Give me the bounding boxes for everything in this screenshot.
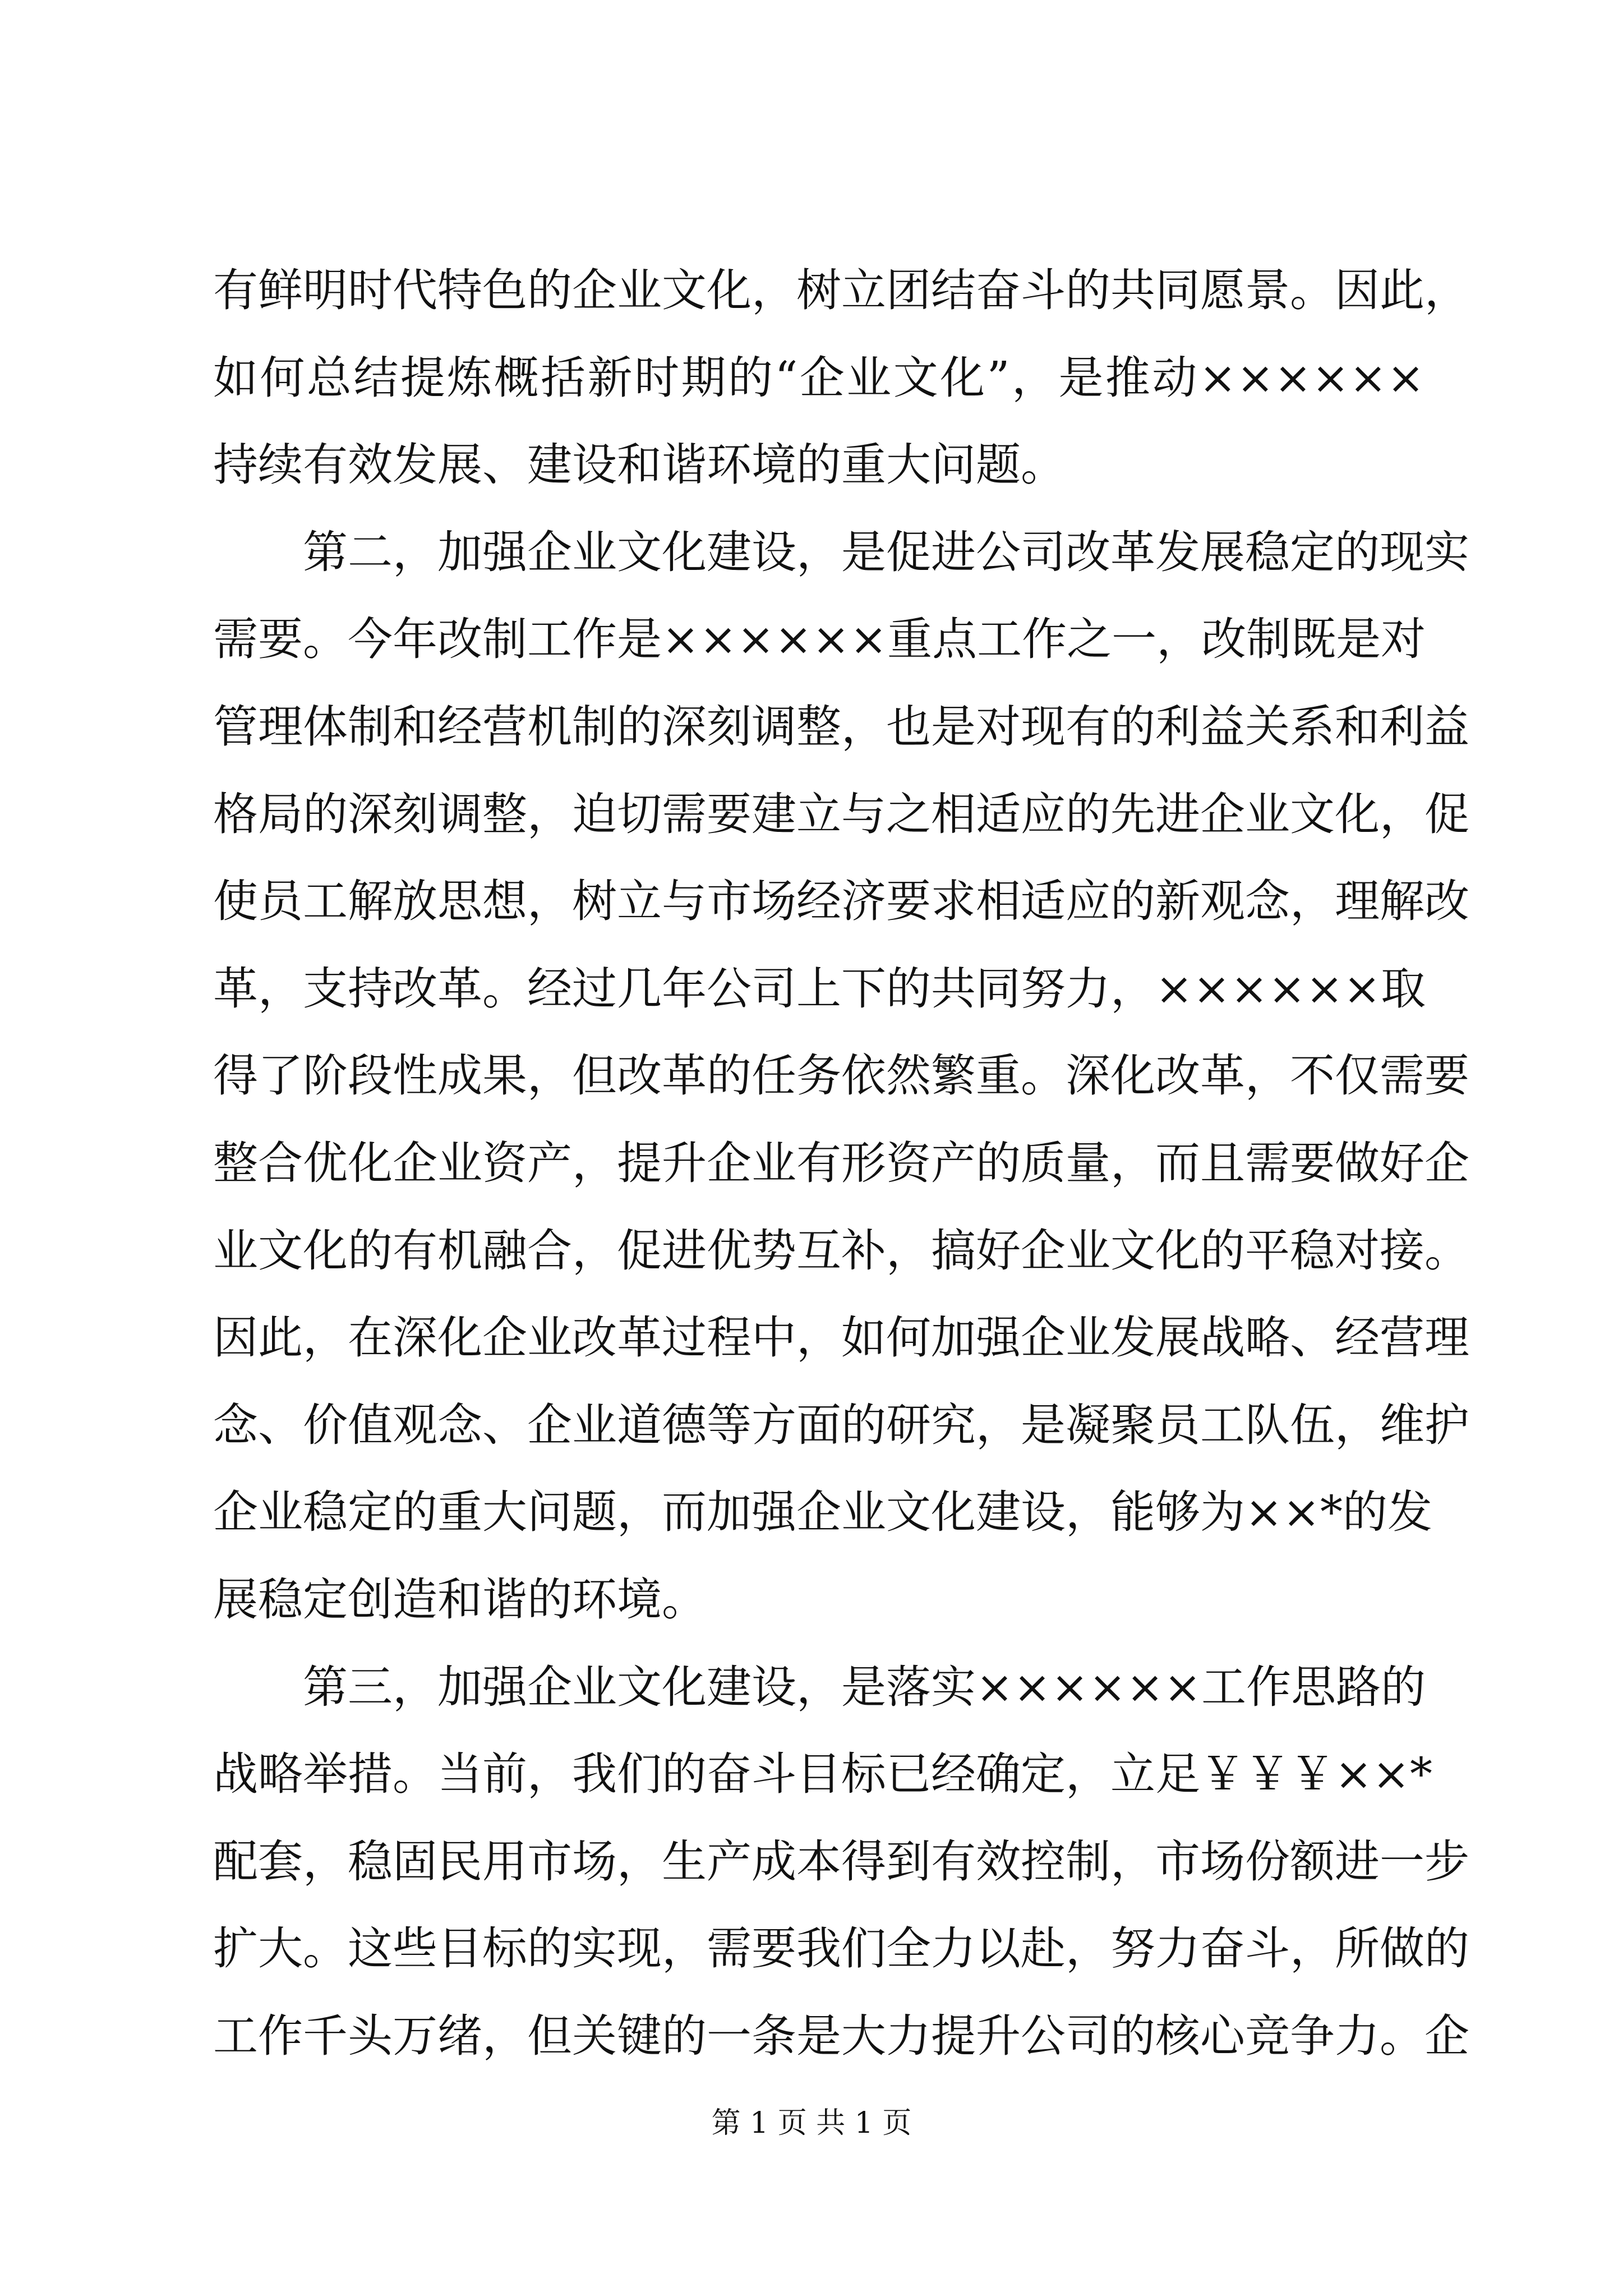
text-line: 需要。今年改制工作是××××××重点工作之一，改制既是对 (213, 613, 1426, 666)
text-line: 持续有效发展、建设和谐环境的重大问题。 (213, 439, 1066, 491)
text-line: 企业稳定的重大问题，而加强企业文化建设，能够为××*的发 (213, 1486, 1433, 1539)
text-line: 念、价值观念、企业道德等方面的研究，是凝聚员工队伍，维护 (213, 1398, 1469, 1451)
text-line: 格局的深刻调整，迫切需要建立与之相适应的先进企业文化，促 (213, 788, 1469, 840)
page-number-label: 第 1 页 共 1 页 (711, 2106, 912, 2140)
text-line: 展稳定创造和谐的环境。 (213, 1573, 707, 1626)
text-line: 有鲜明时代特色的企业文化，树立团结奋斗的共同愿景。因此， (213, 264, 1469, 316)
text-line: 得了阶段性成果，但改革的任务依然繁重。深化改革，不仅需要 (213, 1050, 1469, 1102)
text-line: 业文化的有机融合，促进优势互补，搞好企业文化的平稳对接。 (213, 1224, 1469, 1277)
text-line: 配套，稳固民用市场，生产成本得到有效控制，市场份额进一步 (213, 1835, 1469, 1888)
text-line: 工作千头万绪，但关键的一条是大力提升公司的核心竞争力。企 (213, 2009, 1469, 2062)
page-footer (0, 2104, 1623, 2143)
paragraph-start-line: 第三，加强企业文化建设，是落实××××××工作思路的 (303, 1660, 1426, 1713)
text-line: 如何总结提炼概括新时期的“企业文化”，是推动×××××× (213, 351, 1424, 404)
text-line: 扩大。这些目标的实现，需要我们全力以赴，努力奋斗，所做的 (213, 1922, 1469, 1975)
document-body (213, 247, 1469, 2079)
paragraph-start-line: 第二，加强企业文化建设，是促进公司改革发展稳定的现实 (303, 526, 1469, 578)
text-line: 革，支持改革。经过几年公司上下的共同努力，××××××取 (213, 962, 1426, 1015)
text-line: 因此，在深化企业改革过程中，如何加强企业发展战略、经营理 (213, 1312, 1469, 1364)
text-line: 战略举措。当前，我们的奋斗目标已经确定，立足￥￥￥××* (213, 1748, 1433, 1801)
text-line: 管理体制和经营机制的深刻调整，也是对现有的利益关系和利益 (213, 700, 1469, 753)
text-line: 整合优化企业资产，提升企业有形资产的质量，而且需要做好企 (213, 1137, 1469, 1189)
text-line: 使员工解放思想，树立与市场经济要求相适应的新观念，理解改 (213, 875, 1469, 928)
